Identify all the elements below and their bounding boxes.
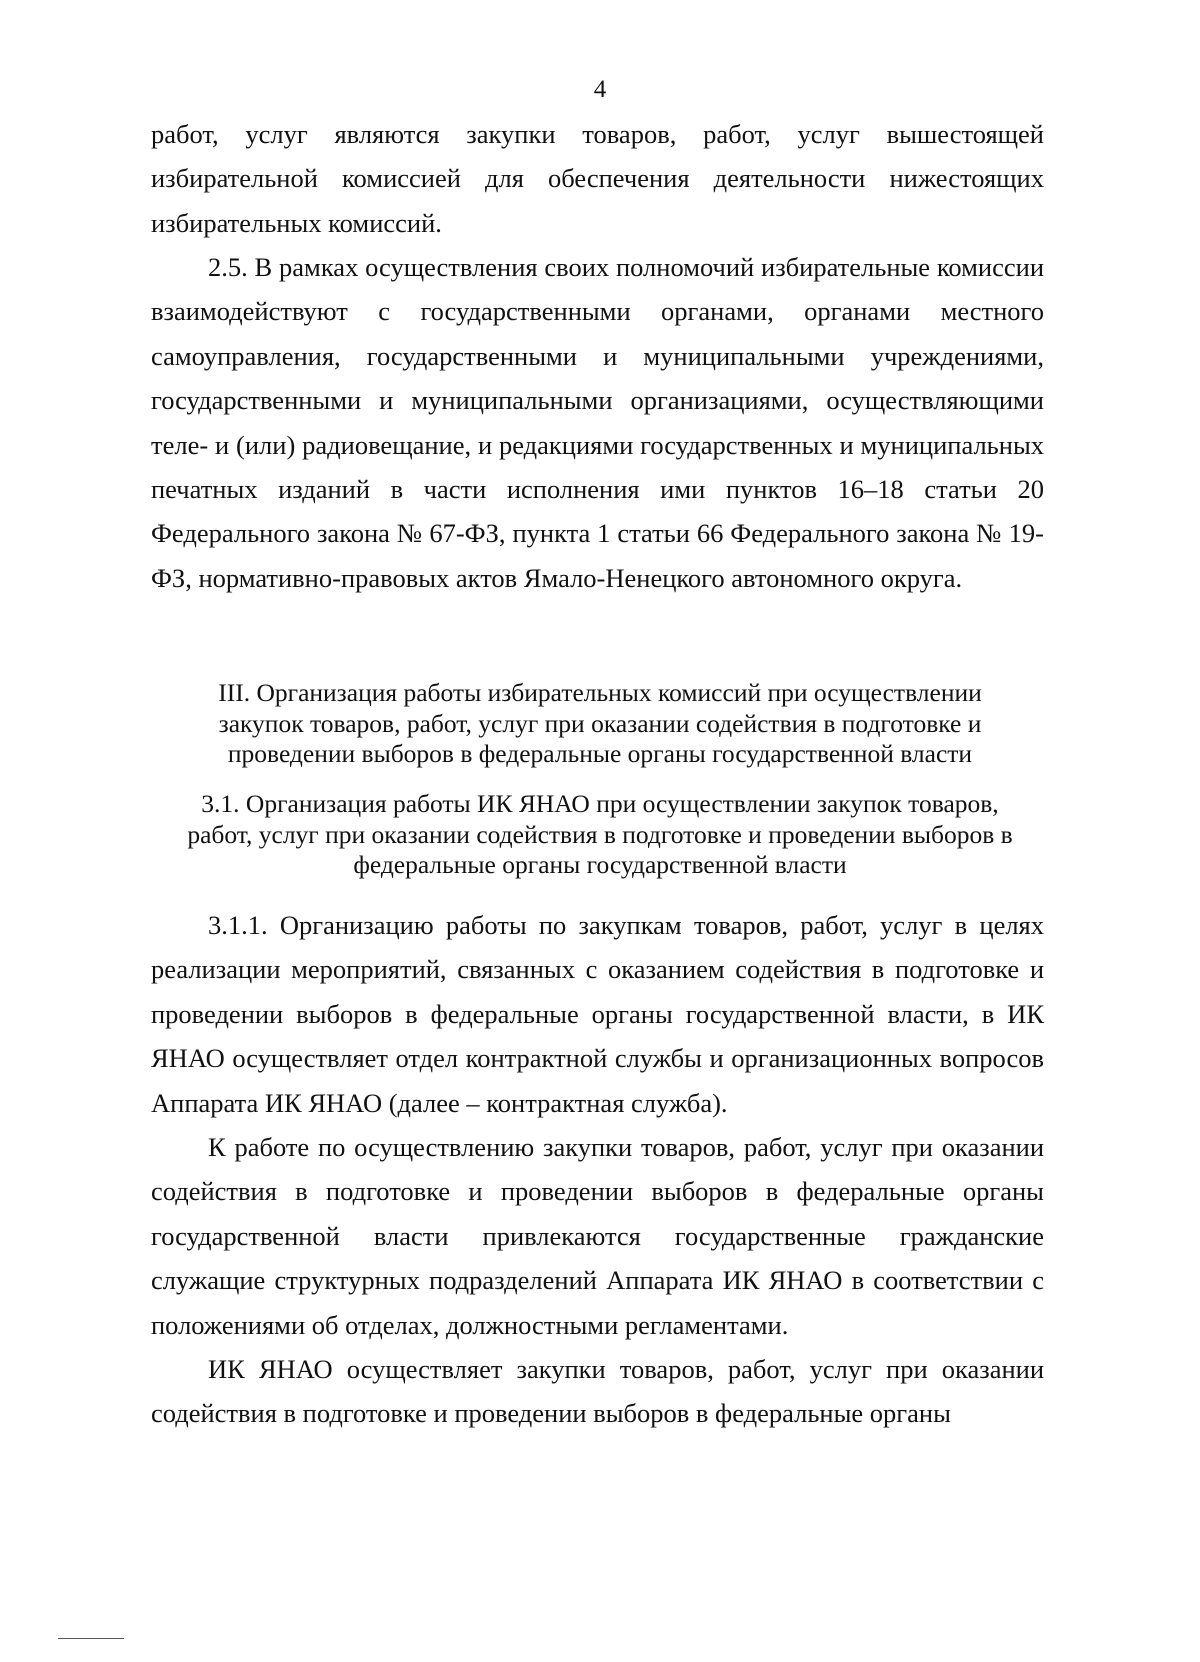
subsection-heading-line: федеральные органы государственной власти	[353, 850, 847, 879]
paragraph-2-5: 2.5. В рамках осуществления своих полномочий избирательные комиссии взаимодействуют с государственными органами, органами местного самоуправления, государственными и муниципальными учреждениями, государственными и муниципальными организациями, осуществляющими теле- и (или) радиовещание, и редакциями государственных и муниципальных печатных изданий в части исполнения ими пунктов 16–18 статьи 20 Федерального закона № 67-ФЗ, пункта 1 статьи 66 Федерального закона № 19-ФЗ, нормативно-правовых актов Ямало-Ненецкого автономного округа.	[151, 252, 1044, 593]
section-heading-line: закупок товаров, работ, услуг при оказании содействия в подготовке и	[218, 708, 982, 738]
paragraph-3-1-1: 3.1.1. Организацию работы по закупкам товаров, работ, услуг в целях реализации мероприятий, связанных с оказанием содействия в подготовке и проведении выборов в федеральные органы государственной власти, в ИК ЯНАО осуществляет отдел контрактной службы и организационных вопросов Аппарата ИК ЯНАО (далее – контрактная служба).	[151, 910, 1044, 1118]
subsection-heading-3-1	[140, 789, 1060, 881]
section-heading-3	[140, 678, 1060, 770]
subsection-heading-line: 3.1. Организация работы ИК ЯНАО при осуществлении закупок товаров,	[201, 789, 999, 818]
paragraph-procurement: ИК ЯНАО осуществляет закупки товаров, работ, услуг при оказании содействия в подготовке и проведении выборов в федеральные органы	[151, 1354, 1044, 1429]
paragraph-continuation: работ, услуг являются закупки товаров, работ, услуг вышестоящей избирательной комиссией для обеспечения деятельности нижестоящих избирательных комиссий.	[151, 119, 1044, 238]
paragraph-staff: К работе по осуществлению закупки товаров, работ, услуг при оказании содействия в подготовке и проведении выборов в федеральные органы государственной власти привлекаются государственные гражданские служащие структурных подразделений Аппарата ИК ЯНАО в соответствии с положениями об отделах, должностными регламентами.	[151, 1132, 1044, 1340]
section-heading-line: III. Организация работы избирательных комиссий при осуществлении	[218, 678, 982, 707]
page-number: 4	[593, 76, 607, 103]
footer-rule	[58, 1638, 124, 1639]
subsection-heading-line: работ, услуг при оказании содействия в подготовке и проведении выборов в	[187, 819, 1013, 849]
section-heading-line: проведении выборов в федеральные органы государственной власти	[227, 739, 973, 768]
